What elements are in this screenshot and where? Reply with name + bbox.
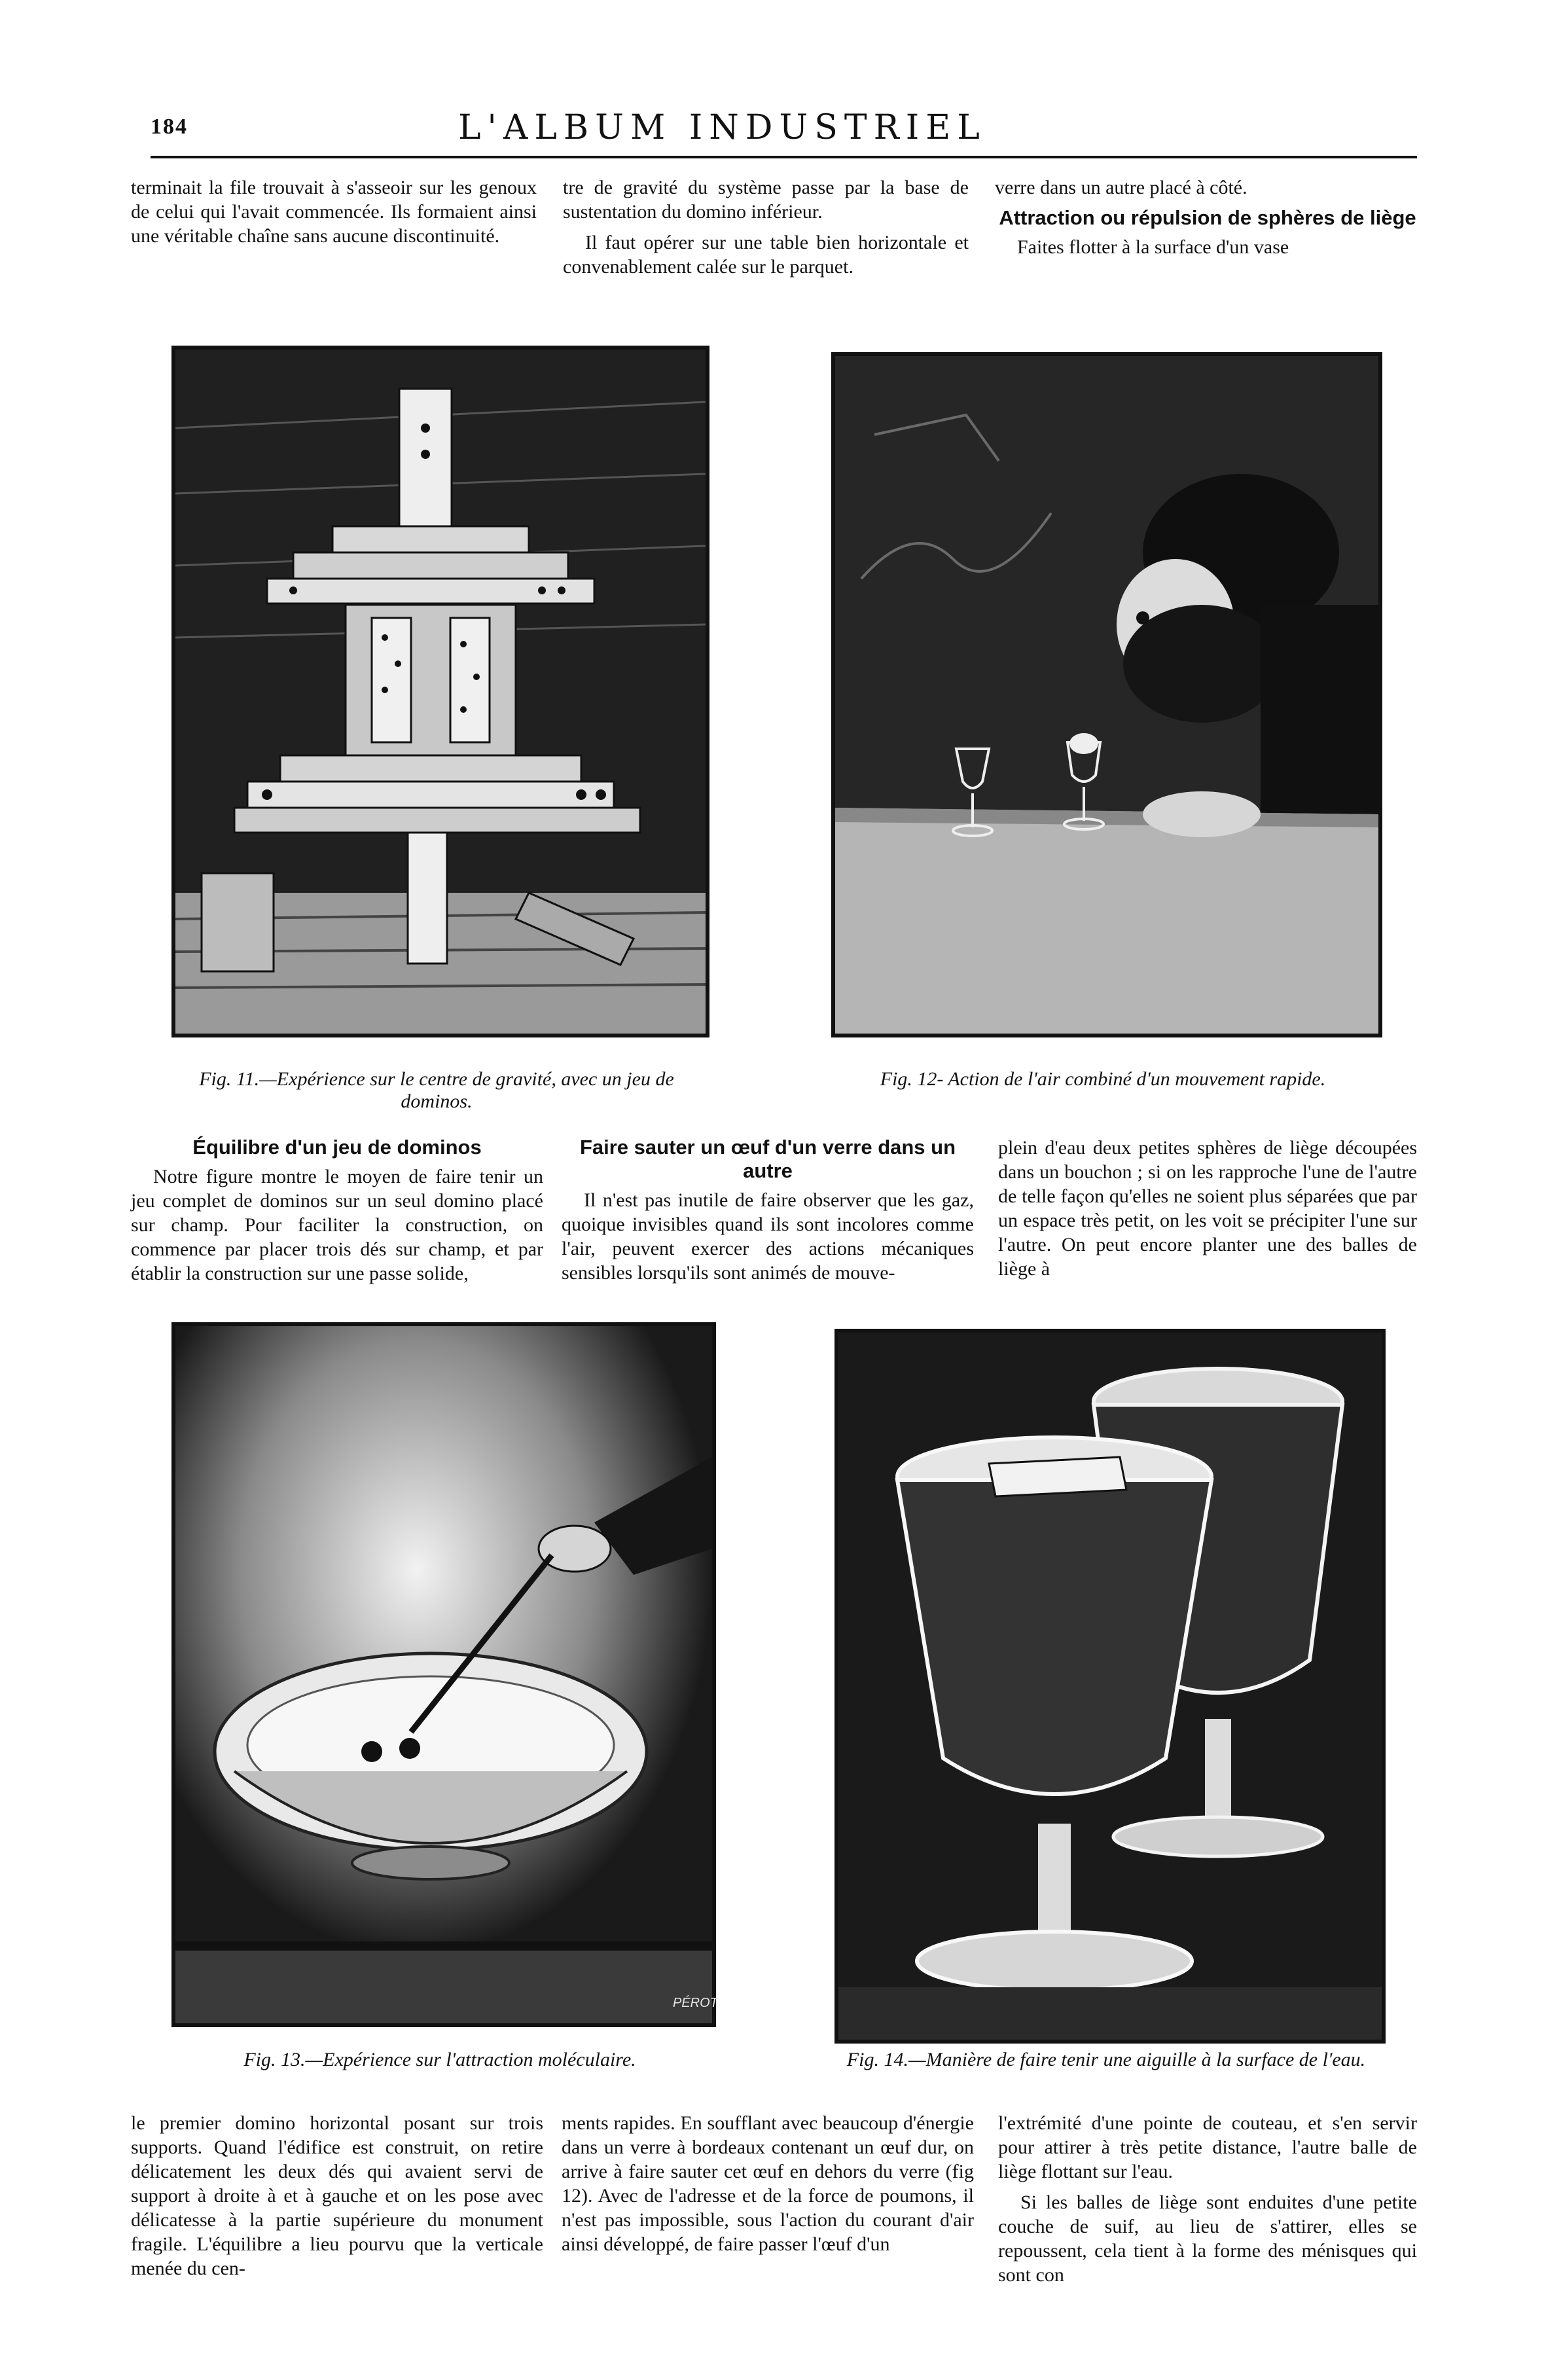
page-number: 184 bbox=[151, 115, 188, 139]
section-heading-egg: Faire sauter un œuf d'un verre dans un autre bbox=[579, 1136, 956, 1182]
journal-title: L'ALBUM INDUSTRIEL bbox=[458, 108, 986, 147]
top-column-1 bbox=[131, 175, 537, 255]
figure-11-caption: Fig. 11.—Expérience sur le centre de gravité, avec un jeu de dominos. bbox=[199, 1068, 674, 1112]
figure-11-domino-tower bbox=[171, 346, 709, 1037]
top-column-2 bbox=[563, 175, 969, 285]
top-col1-paragraph: terminait la file trouvait à s'asseoir sur les genoux de celui qui l'avait commencée. Ils formaient ainsi une véritable chaîne sans aucune discontinuité. bbox=[131, 177, 537, 247]
bottom-column-2 bbox=[562, 2111, 974, 2263]
bottom-col3-paragraph-2: Si les balles de liège sont enduites d'une petite couche de suif, au lieu de s'attirer, elles se repoussent, cela tient à la forme des ménisques qui sont con bbox=[998, 2191, 1417, 2286]
figure-12-blowing-egg bbox=[831, 352, 1382, 1037]
floating-needle-glasses-engraving bbox=[838, 1333, 1382, 2040]
figure-14-floating-needle bbox=[834, 1329, 1386, 2044]
bottom-col2-paragraph: ments rapides. En soufflant avec beaucoup d'énergie dans un verre à bordeaux contenant un œuf dur, on arrive à faire sauter cet œuf en dehors du verre (fig 12). Avec de l'adresse et de la force de poumons, il n'est pas impossible, sous l'action du courant d'air ainsi développé, de faire passer l'œuf d'un bbox=[562, 2112, 974, 2255]
section-heading-attraction: Attraction ou répulsion de sphères de liège bbox=[999, 206, 1416, 229]
middle-col1-paragraph: Notre figure montre le moyen de faire tenir un jeu complet de dominos sur un seul domino placé sur champ. Pour faciliter la construction, on commence par placer trois dés sur champ, et par établir la construction sur une passe solide, bbox=[131, 1166, 543, 1284]
middle-column-2 bbox=[562, 1136, 974, 1291]
figure-13-cork-balls bbox=[171, 1322, 716, 2027]
top-col2-paragraph-2: Il faut opérer sur une table bien horizontale et convenablement calée sur le parquet. bbox=[563, 232, 969, 278]
top-column-3 bbox=[995, 175, 1420, 266]
figure-14-caption: Fig. 14.—Manière de faire tenir une aiguille à la surface de l'eau. bbox=[846, 2049, 1366, 2070]
top-col2-paragraph-1: tre de gravité du système passe par la base de sustentation du domino inférieur. bbox=[563, 177, 969, 223]
bottom-col1-paragraph: le premier domino horizontal posant sur trois supports. Quand l'édifice est construit, on retire délicatement les deux dés qui avaient servi de support à droite à et à gauche et on les pose avec délicatesse à la partie supérieure du monument fragile. L'équilibre a lieu pourvu que la verticale menée du cen- bbox=[131, 2112, 543, 2279]
header-rule bbox=[151, 156, 1417, 158]
domino-tower-engraving bbox=[175, 350, 706, 1034]
engraver-signature: PÉROT bbox=[673, 1996, 718, 2010]
top-col3-paragraph-2: Faites flotter à la surface d'un vase bbox=[1017, 236, 1289, 258]
section-heading-dominos: Équilibre d'un jeu de dominos bbox=[192, 1136, 482, 1159]
middle-column-1 bbox=[131, 1136, 543, 1292]
cork-balls-bowl-engraving bbox=[175, 1326, 718, 2023]
bottom-column-1 bbox=[131, 2111, 543, 2287]
middle-col2-paragraph: Il n'est pas inutile de faire observer que les gaz, quoique invisibles quand ils sont incolores comme l'air, peuvent exercer des actions mécaniques sensibles lorsqu'ils sont animés de mouve- bbox=[562, 1189, 974, 1284]
bottom-column-3 bbox=[998, 2111, 1417, 2294]
middle-column-3 bbox=[998, 1136, 1417, 1288]
man-blowing-egg-engraving bbox=[835, 356, 1378, 1034]
figure-12-caption: Fig. 12- Action de l'air combiné d'un mouvement rapide. bbox=[880, 1068, 1326, 1090]
figure-13-caption: Fig. 13.—Expérience sur l'attraction moléculaire. bbox=[243, 2049, 636, 2070]
bottom-col3-paragraph-1: l'extrémité d'une pointe de couteau, et s'en servir pour attirer à très petite distance, l'autre balle de liège flottant sur l'eau. bbox=[998, 2112, 1417, 2182]
middle-col3-paragraph: plein d'eau deux petites sphères de liège découpées dans un bouchon ; si on les rapproche l'une de l'autre de telle façon qu'elles ne soient plus séparées que par un espace très petit, on les voit se précipiter l'une sur l'autre. On peut encore planter une des balles de liège à bbox=[998, 1137, 1417, 1280]
top-col3-paragraph-1: verre dans un autre placé à côté. bbox=[995, 177, 1247, 198]
